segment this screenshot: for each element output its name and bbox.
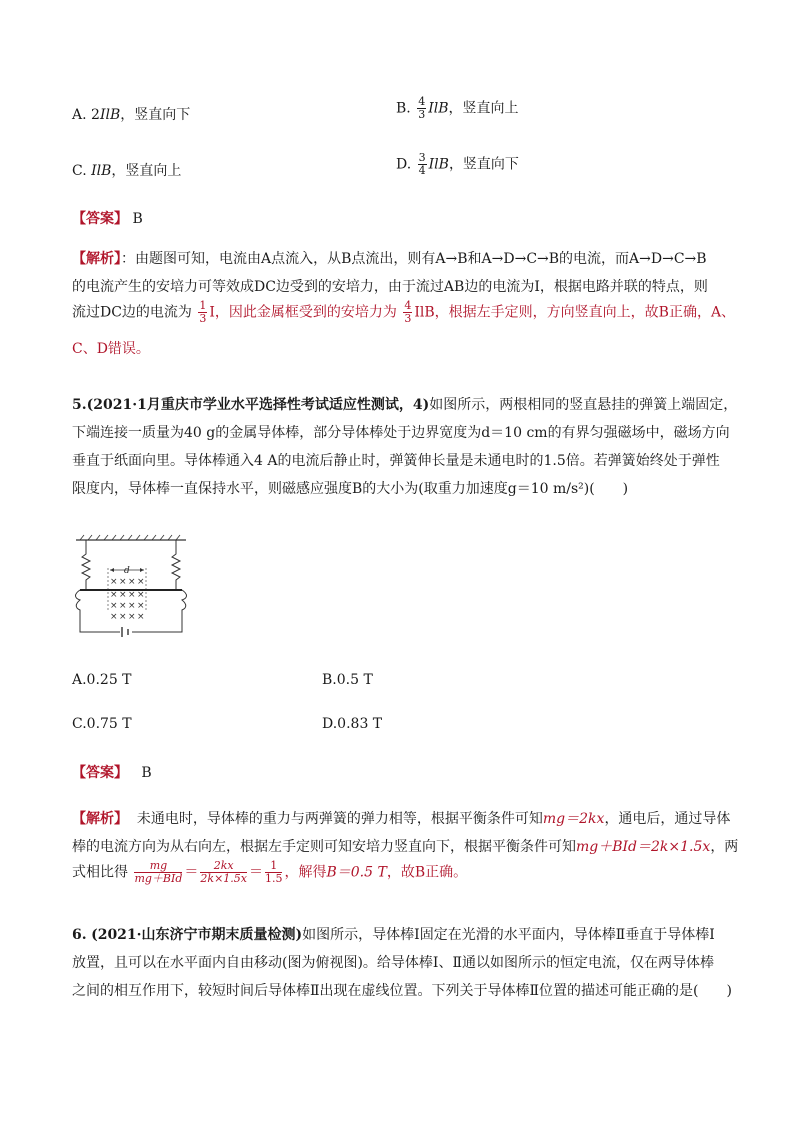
q5-stem-line4: 限度内，导体棒一直保持水平，则磁感应强度B的大小为(取重力加速度g＝10 m/s²)( ) — [72, 481, 629, 497]
q5-stem-line3: 垂直于纸面向里。导体棒通入4 A的电流后静止时，弹簧伸长量是未通电时的1.5倍。若弹簧始终处于弹性 — [72, 453, 720, 469]
svg-text:×: × — [119, 577, 127, 587]
fraction: $\frac{1}{1.5}$ — [264, 859, 283, 885]
svg-text:×: × — [110, 577, 118, 587]
q5-analysis-line1: 【解析】 未通电时，导体棒的重力与两弹簧的弹力相等，根据平衡条件可知mg＝2kx，通电后，通过导体 — [72, 811, 731, 827]
q5-option-a: A.0.25 T — [72, 672, 132, 688]
q4-option-b — [396, 96, 519, 121]
option-symbol: IlB — [428, 100, 449, 117]
d-label: d — [124, 566, 130, 576]
fraction: $\frac{1}{3}$ — [199, 299, 207, 325]
q5-stem-line2: 下端连接一质量为40 g的金属导体棒，部分导体棒处于边界宽度为d＝10 cm的有界匀强磁场中，磁场方向 — [72, 425, 730, 441]
fraction: $\frac{4}{3}$ — [404, 299, 412, 325]
q4-analysis-line1 — [72, 248, 707, 268]
answer-label: 【答案】 — [72, 211, 128, 227]
q5-option-b: B.0.5 T — [322, 672, 373, 688]
option-symbol: IlB — [99, 107, 121, 123]
q5-analysis-line2: 棒的电流方向为从右向左，根据左手定则可知安培力竖直向下，根据平衡条件可知mg＋BId＝2k×1.5x，两 — [72, 839, 739, 855]
q6-stem-line2: 放置，且可以在水平面内自由移动(图为俯视图)。给导体棒Ⅰ、Ⅱ通以如图所示的恒定电流，仅在两导体棒 — [72, 955, 714, 971]
svg-text:×: × — [137, 590, 145, 600]
question-number: 6. — [72, 927, 87, 943]
q5-analysis-line3: 式相比得 $\frac{mg}{\text{mg＋BId}}$ ＝ $\frac{2kx}{2k\times 1.5x}$ ＝ $\frac{1}{1.5}$ ，解得B＝0.5 T，故B正确。 — [72, 859, 468, 885]
svg-text:×: × — [119, 612, 127, 622]
fraction: $\frac{mg}{\text{mg＋BId}}$ — [134, 859, 183, 885]
svg-text:×: × — [128, 590, 136, 600]
analysis-label: 【解析】 — [72, 811, 128, 827]
question-source: (2021·山东济宁市期末质量检测) — [91, 927, 303, 943]
q5-answer — [72, 762, 152, 782]
q5-option-c: C.0.75 T — [72, 716, 132, 732]
svg-text:×: × — [110, 601, 118, 611]
svg-text:×: × — [110, 612, 118, 622]
analysis-text: 的电流产生的安培力可等效成DC边受到的安培力，由于流过AB边的电流为I，根据电路并联的特点，则 — [72, 279, 708, 295]
option-value: 2 — [91, 107, 100, 123]
q4-option-d — [396, 152, 519, 177]
option-direction: ，竖直向下 — [120, 107, 191, 123]
fraction: $\frac{3}{4}$ — [418, 151, 426, 177]
q4-answer — [72, 208, 143, 228]
q4-analysis-line2 — [72, 276, 708, 296]
option-letter: A. — [72, 107, 87, 123]
q4-analysis-line3: 流过DC边的电流为 $\frac{1}{3}$ I，因此金属框受到的安培力为 $\frac{4}{3}$ IlB，根据左手定则，方向竖直向上，故B正确，A、 — [72, 299, 736, 325]
svg-text:×: × — [119, 590, 127, 600]
svg-text:×: × — [137, 612, 145, 622]
q5-option-d: D.0.83 T — [322, 716, 383, 732]
option-letter: D. — [396, 156, 412, 173]
option-symbol: IlB — [91, 163, 112, 179]
q6-stem-line3: 之间的相互作用下，较短时间后导体棒Ⅱ出现在虚线位置。下列关于导体棒Ⅱ位置的描述可能正确的是( ) — [72, 983, 732, 999]
option-direction: ，竖直向上 — [448, 100, 519, 117]
svg-text:×: × — [119, 601, 127, 611]
answer-value: B — [132, 211, 143, 227]
fraction: $\frac{2kx}{2k\times 1.5x}$ — [200, 859, 247, 885]
svg-text:×: × — [128, 612, 136, 622]
q5-stem-line1: 5.(2021·1月重庆市学业水平选择性考试适应性测试，4)如图所示，两根相同的竖直悬挂的弹簧上端固定， — [72, 397, 738, 413]
answer-label: 【答案】 — [72, 765, 128, 781]
option-symbol: IlB — [428, 156, 449, 173]
svg-text:×: × — [128, 577, 136, 587]
answer-value: B — [141, 765, 152, 781]
q4-option-c — [72, 160, 181, 180]
q4-analysis-line4: C、D错误。 — [72, 341, 150, 357]
q6-stem-line1: 6. (2021·山东济宁市期末质量检测)如图所示，导体棒Ⅰ固定在光滑的水平面内，导体棒Ⅱ垂直于导体棒Ⅰ — [72, 927, 715, 943]
analysis-label: 【解析】 — [72, 251, 121, 267]
option-letter: C. — [72, 163, 87, 179]
fraction: $\frac{4}{3}$ — [418, 95, 426, 121]
analysis-text: ：由题图可知，电流由A点流入，从B点流出，则有A→B和A→D→C→B的电流，而A→D→C→B — [121, 251, 707, 267]
svg-text:×: × — [110, 590, 118, 600]
option-letter: B. — [396, 100, 411, 117]
svg-text:×: × — [137, 577, 145, 587]
option-direction: ，竖直向上 — [111, 163, 182, 179]
q4-option-a — [72, 104, 190, 124]
svg-text:×: × — [137, 601, 145, 611]
svg-text:×: × — [128, 601, 136, 611]
option-direction: ，竖直向下 — [448, 156, 519, 173]
question-source: (2021·1月重庆市学业水平选择性考试适应性测试，4) — [86, 397, 430, 413]
spring-magnetic-field-figure — [72, 532, 192, 640]
question-number: 5. — [72, 397, 87, 413]
